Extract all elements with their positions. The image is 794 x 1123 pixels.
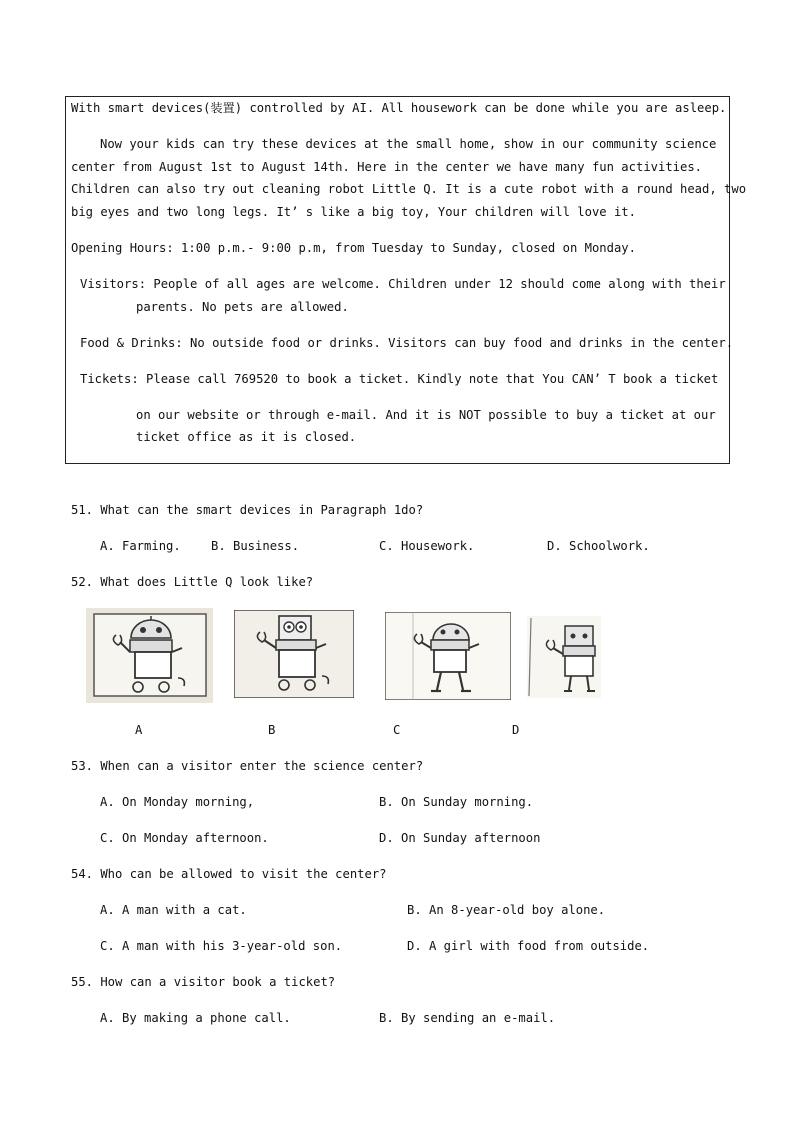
tickets-line: Tickets: Please call 769520 to book a ticket. Kindly note that You CAN’ T book a ticket xyxy=(80,372,719,386)
opening-hours-line: Opening Hours: 1:00 p.m.- 9:00 p.m, from Tuesday to Sunday, closed on Monday. xyxy=(71,241,636,255)
passage-paragraph-line: Children can also try out cleaning robot Little Q. It is a cute robot with a round head, two xyxy=(71,182,747,196)
food-drinks-line: Food & Drinks: No outside food or drinks. Visitors can buy food and drinks in the center. xyxy=(80,336,734,350)
tickets-line: on our website or through e-mail. And it is NOT possible to buy a ticket at our xyxy=(136,408,716,422)
passage-intro-line: With smart devices(装置) controlled by AI. All housework can be done while you are asleep. xyxy=(71,101,727,115)
question-54-option-d: D. A girl with food from outside. xyxy=(407,939,650,953)
question-55-option-b: B. By sending an e-mail. xyxy=(379,1011,556,1025)
robot-a-image xyxy=(86,608,213,703)
question-53-option-c: C. On Monday afternoon. xyxy=(100,831,269,845)
question-53-option-b: B. On Sunday morning. xyxy=(379,795,534,809)
robot-d-image xyxy=(527,616,601,698)
visitors-line: parents. No pets are allowed. xyxy=(136,300,349,314)
question-53-stem: 53. When can a visitor enter the science center? xyxy=(71,759,424,773)
passage-paragraph-line: Now your kids can try these devices at the small home, show in our community science xyxy=(100,137,717,151)
question-55-option-a: A. By making a phone call. xyxy=(100,1011,291,1025)
question-54-stem: 54. Who can be allowed to visit the center? xyxy=(71,867,387,881)
question-54-option-b: B. An 8-year-old boy alone. xyxy=(407,903,606,917)
question-53-option-d: D. On Sunday afternoon xyxy=(379,831,541,845)
question-51-option-b: B. Business. xyxy=(211,539,300,553)
question-54-option-a: A. A man with a cat. xyxy=(100,903,247,917)
question-52-option-b: B xyxy=(268,723,276,737)
question-51-option-d: D. Schoolwork. xyxy=(547,539,650,553)
tickets-line: ticket office as it is closed. xyxy=(136,430,357,444)
question-52-option-c: C xyxy=(393,723,401,737)
question-53-option-a: A. On Monday morning, xyxy=(100,795,255,809)
robot-b-image xyxy=(234,610,354,698)
passage-paragraph-line: big eyes and two long legs. It’ s like a big toy, Your children will love it. xyxy=(71,205,636,219)
question-51-option-c: C. Housework. xyxy=(379,539,475,553)
question-52-option-d: D xyxy=(512,723,520,737)
question-52-stem: 52. What does Little Q look like? xyxy=(71,575,314,589)
question-51-option-a: A. Farming. xyxy=(100,539,181,553)
question-51-stem: 51. What can the smart devices in Paragraph 1do? xyxy=(71,503,424,517)
robot-c-image xyxy=(385,612,511,700)
visitors-line: Visitors: People of all ages are welcome. Children under 12 should come along with their xyxy=(80,277,726,291)
passage-paragraph-line: center from August 1st to August 14th. Here in the center we have many fun activities. xyxy=(71,160,703,174)
question-54-option-c: C. A man with his 3-year-old son. xyxy=(100,939,343,953)
question-52-option-a: A xyxy=(135,723,143,737)
question-55-stem: 55. How can a visitor book a ticket? xyxy=(71,975,336,989)
